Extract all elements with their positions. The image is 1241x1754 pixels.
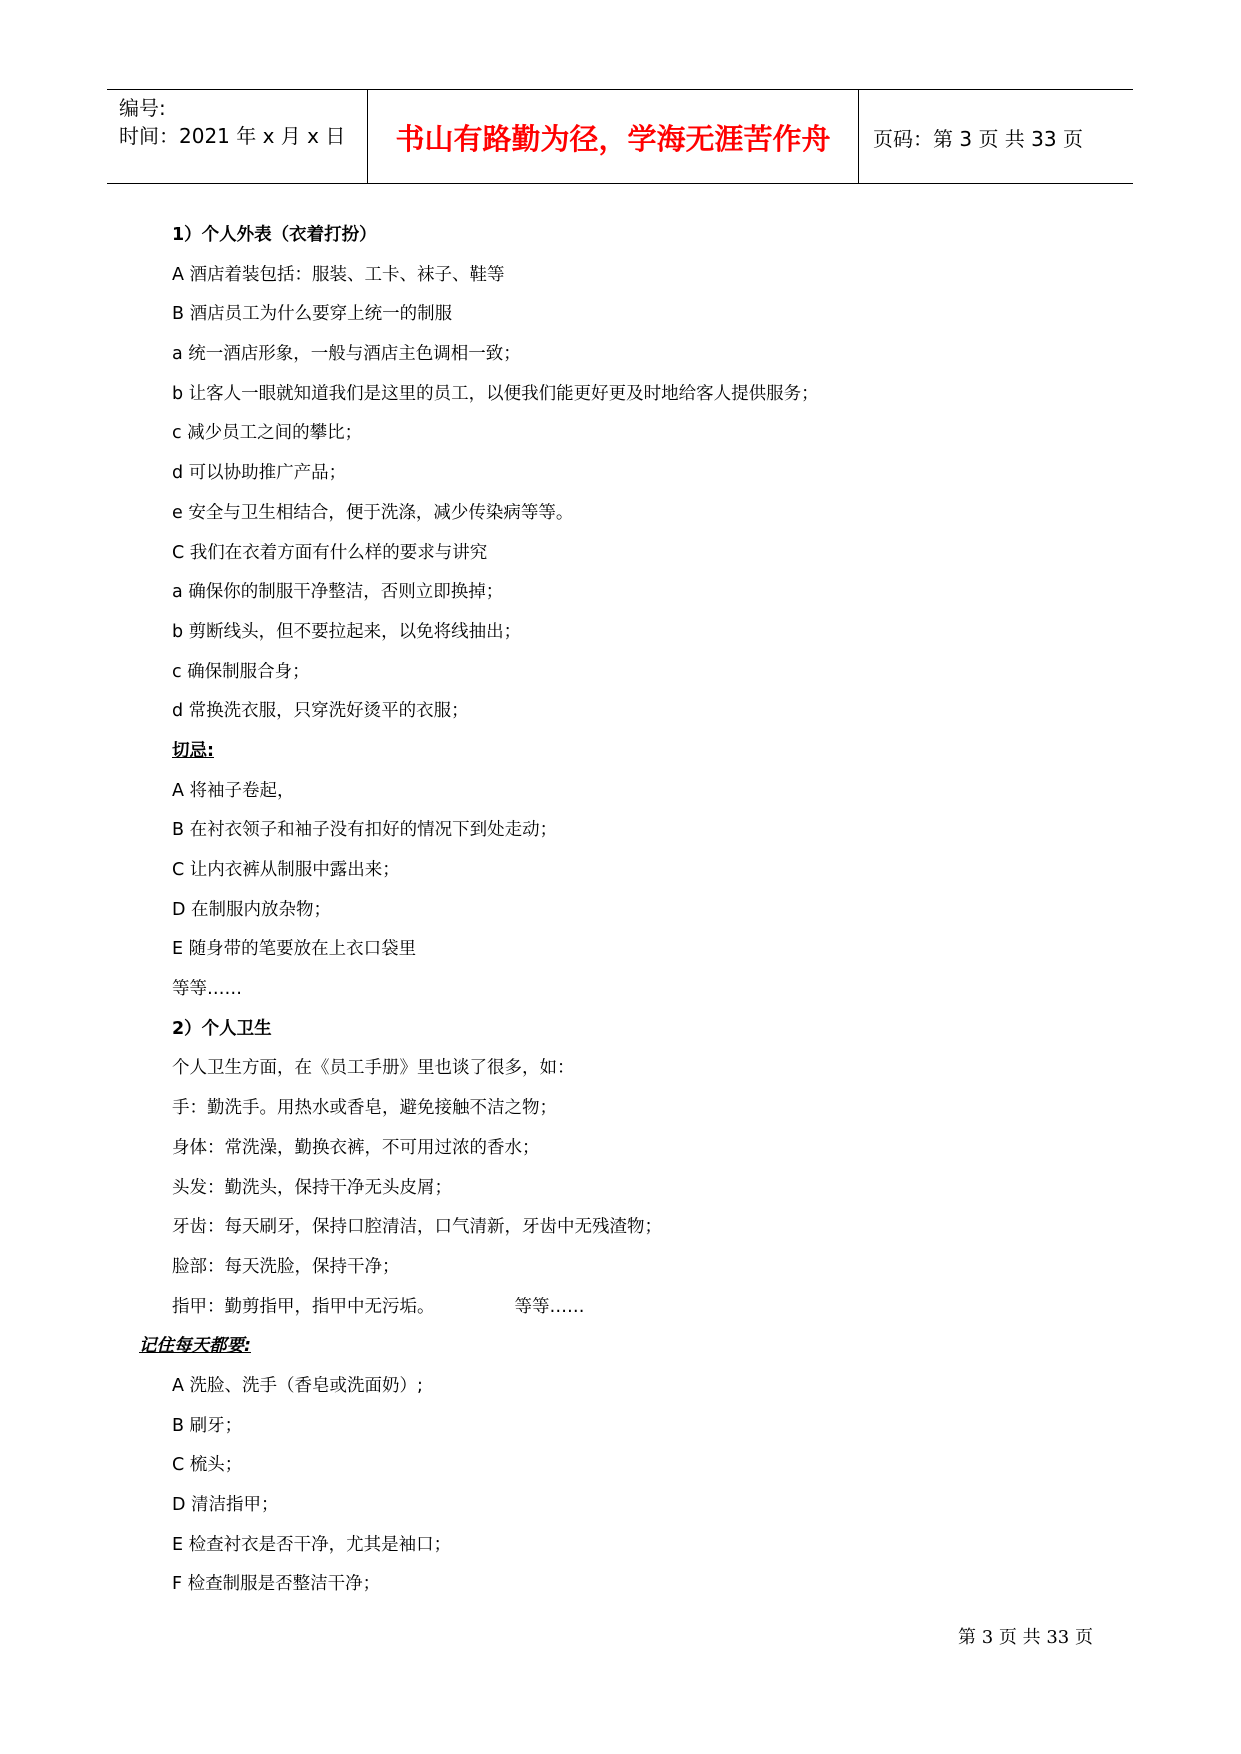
header-page-number: 页码：第 3 页 共 33 页 [873,127,1083,151]
body-line: A 将袖子卷起， [172,780,295,801]
body-line: 手：勤洗手。用热水或香皂，避免接触不洁之物； [172,1098,557,1119]
section-heading-appearance: 1）个人外表（衣着打扮） [172,225,377,245]
body-line: E 检查衬衣是否干净，尤其是袖口； [172,1534,452,1555]
body-line: a 确保你的制服干净整洁，否则立即换掉； [172,582,504,603]
header-right-cell [859,90,1133,183]
document-body [139,224,1122,1613]
body-line: 等等…… [172,979,242,1000]
page-header [107,89,1133,184]
body-line: C 让内衣裤从制服中露出来； [172,860,400,880]
header-left-cell [107,90,368,183]
etc-text: 等等…… [514,1296,585,1317]
body-line: D 清洁指甲； [172,1495,279,1515]
body-line: D 在制服内放杂物； [172,899,332,920]
body-line: C 梳头； [172,1455,243,1476]
body-line: A 洗脸、洗手（香皂或洗面奶）; [172,1375,423,1396]
body-line: C 我们在衣着方面有什么样的要求与讲究 [172,542,488,563]
header-middle-cell [368,90,859,183]
body-line: d 可以协助推广产品； [172,463,347,484]
body-line: c 确保制服合身； [172,661,310,682]
body-line: b 剪断线头，但不要拉起来，以免将线抽出； [172,621,522,642]
document-number-label: 编号: [119,96,166,120]
page-footer: 第 3 页 共 33 页 [958,1627,1093,1648]
body-line: A 酒店着装包括：服装、工卡、袜子、鞋等 [172,264,505,285]
body-line: B 在衬衣领子和袖子没有扣好的情况下到处走动； [172,820,558,841]
body-line: 个人卫生方面，在《员工手册》里也谈了很多，如： [172,1058,575,1079]
body-line: a 统一酒店形象，一般与酒店主色调相一致； [172,344,521,365]
body-line: B 酒店员工为什么要穿上统一的制服 [172,304,453,325]
header-motto: 书山有路勤为径，学海无涯苦作舟 [395,122,831,156]
body-line: B 刷牙； [172,1415,243,1436]
body-line: 脸部：每天洗脸，保持干净； [172,1256,400,1277]
body-line: b 让客人一眼就知道我们是这里的员工，以便我们能更好更及时地给客人提供服务； [172,383,819,404]
body-line: d 常换洗衣服，只穿洗好烫平的衣服； [172,701,469,722]
body-line: 牙齿：每天刷牙，保持口腔清洁，口气清新，牙齿中无残渣物； [172,1217,662,1238]
section-heading-hygiene: 2）个人卫生 [172,1018,272,1039]
body-line: 身体：常洗澡，勤换衣裤，不可用过浓的香水； [172,1137,540,1158]
body-line-nails [172,1296,1122,1336]
nails-text: 指甲：勤剪指甲，指甲中无污垢。 [172,1296,435,1317]
daily-reminder-heading: 记住每天都要: [139,1336,251,1357]
document-time-label: 时间：2021 年 x 月 x 日 [119,124,346,148]
body-line: e 安全与卫生相结合，便于洗涤，减少传染病等等。 [172,502,574,523]
body-line: c 减少员工之间的攀比； [172,423,363,444]
body-line: 头发：勤洗头，保持干净无头皮屑； [172,1177,452,1198]
body-line: E 随身带的笔要放在上衣口袋里 [172,939,417,960]
body-line: F 检查制服是否整洁干净； [172,1574,381,1595]
taboo-heading: 切忌: [172,740,214,761]
